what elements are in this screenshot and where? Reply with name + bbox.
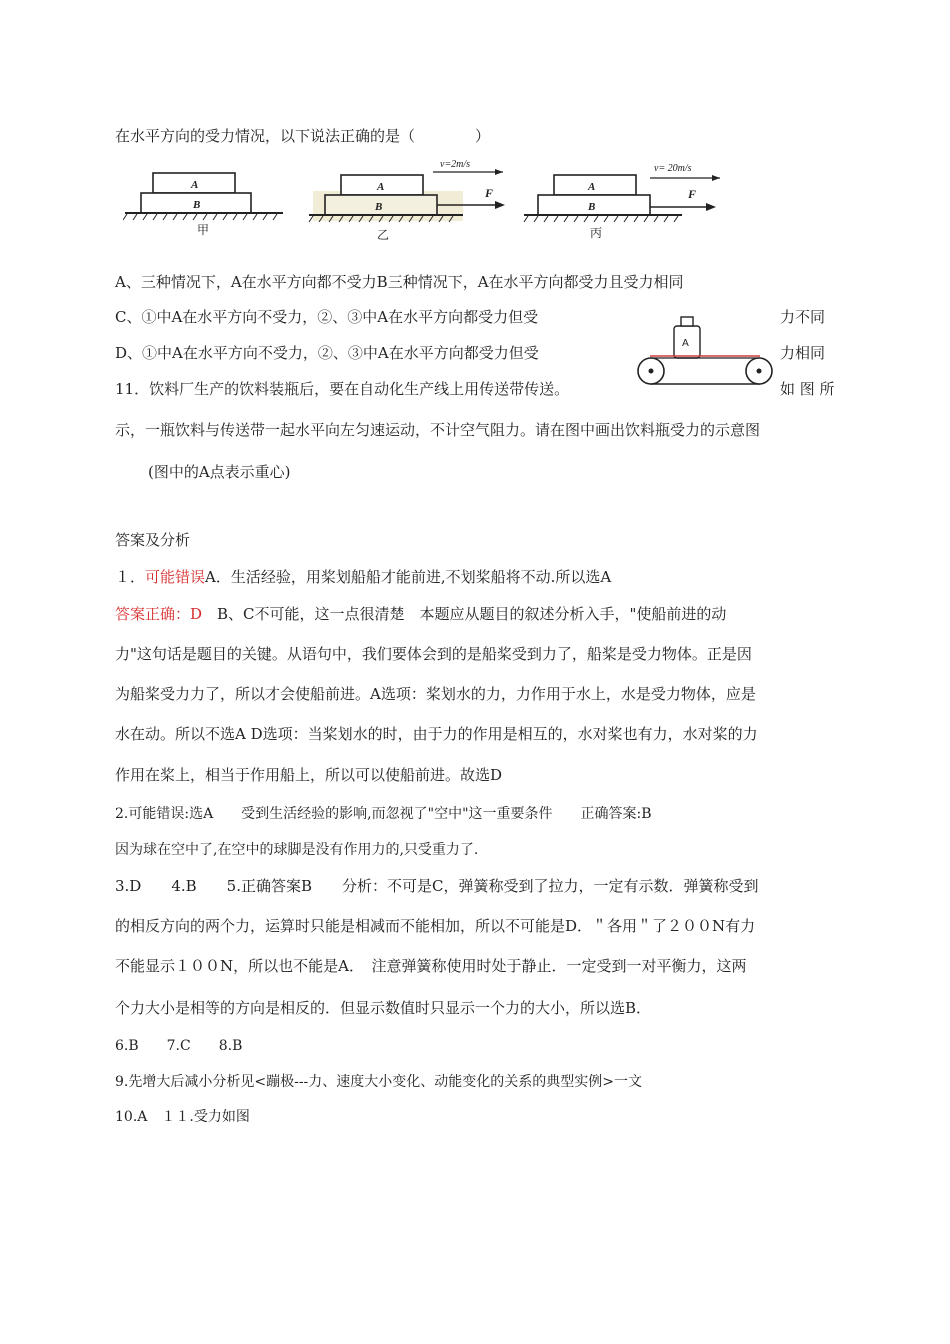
force-label: F (485, 186, 494, 200)
answer-6-8: 6.B 7.C 8.B (115, 1038, 243, 1054)
answer-1-line3: 力"这句话是题目的关键。从语句中，我们要体会到的是船桨受到力了，船桨是受力物体。正是因 (115, 645, 752, 663)
answer-1-analysis: B、C不可能，这一点很清楚 本题应从题目的叙述分析入手，"使船前进的动 (202, 605, 727, 623)
figure-yi (305, 155, 515, 245)
answer-1-correct-label: 答案正确：D (115, 605, 203, 623)
question-11-line3: (图中的A点表示重心) (148, 463, 291, 481)
figure-caption: 甲 (197, 223, 210, 237)
answer-10-11: 10.A １１.受力如图 (115, 1109, 250, 1125)
block-b-label: B (193, 199, 201, 211)
question-11-line1-end: 如 图 所 (780, 380, 835, 398)
force-label: F (688, 187, 697, 201)
velocity-label: v= 20m/s (654, 163, 692, 174)
velocity-label: v=2m/s (440, 159, 471, 170)
block-a-label: A (588, 181, 596, 193)
block-a-label: A (191, 179, 199, 191)
answer-3-line2: 的相反方向的两个力，运算时只能是相减而不能相加，所以不可能是D．＂各用＂了２００N有力 (115, 917, 756, 935)
option-a-b: A、三种情况下，A在水平方向都不受力B三种情况下，A在水平方向都受力且受力相同 (115, 273, 684, 291)
answer-1-line6: 作用在桨上，相当于作用船上，所以可以使船前进。故选D (115, 766, 503, 784)
figure-caption: 丙 (590, 226, 603, 240)
answer-1-line1 (115, 567, 611, 587)
block-a-label: A (377, 181, 385, 193)
answer-9: 9.先增大后减小分析见<蹦极---力、速度大小变化、动能变化的关系的典型实例>一文 (115, 1074, 643, 1090)
answer-1-line5: 水在动。所以不选A D选项：当桨划水的时，由于力的作用是相互的，水对桨也有力，水对桨的力 (115, 725, 758, 743)
block-b-label: B (588, 201, 596, 213)
figure-jia (123, 170, 293, 242)
question-11-line1: 11．饮料厂生产的饮料装瓶后，要在自动化生产线上用传送带传送。 (115, 380, 570, 398)
question-intro: 在水平方向的受力情况，以下说法正确的是（ ） (115, 127, 491, 145)
answers-heading: 答案及分析 (115, 531, 191, 549)
option-c: C、①中A在水平方向不受力，②、③中A在水平方向都受力但受 (115, 308, 539, 326)
figure-bing (522, 155, 732, 245)
conveyor-belt-figure (636, 310, 776, 392)
answer-3-line4: 个力大小是相等的方向是相反的．但显示数值时只显示一个力的大小，所以选B． (115, 999, 652, 1017)
bottle-label: A (682, 338, 689, 349)
answer-3-line1: 3.D 4.B 5.正确答案B 分析：不可是C，弹簧称受到了拉力，一定有示数．弹簧称受到 (115, 877, 759, 895)
question-11-line2: 示，一瓶饮料与传送带一起水平向左匀速运动，不计空气阻力。请在图中画出饮料瓶受力的示意图 (115, 421, 761, 439)
answer-3-line3: 不能显示１００N，所以也不能是A． 注意弹簧称使用时处于静止．一定受到一对平衡力，这两 (115, 957, 747, 975)
answer-1-error-label: 可能错误 (145, 568, 206, 586)
answer-1-line4: 为船桨受力力了，所以才会使船前进。A选项：桨划水的力，力作用于水上，水是受力物体，应是 (115, 685, 756, 703)
answer-2-line1: 2.可能错误:选A 受到生活经验的影响,而忽视了"空中"这一重要条件 正确答案:B (115, 806, 652, 822)
block-b-label: B (375, 201, 383, 213)
answer-2-line2: 因为球在空中了,在空中的球脚是没有作用力的,只受重力了. (115, 842, 479, 858)
option-d: D、①中A在水平方向不受力，②、③中A在水平方向都受力但受 (115, 344, 539, 362)
option-d-end: 力相同 (780, 344, 826, 362)
answer-1-error-text: A．生活经验，用桨划船船才能前进,不划桨船将不动.所以选A (205, 568, 612, 586)
answer-1-number: １． (115, 568, 146, 586)
option-c-end: 力不同 (780, 308, 826, 326)
figure-caption: 乙 (377, 228, 390, 242)
answer-1-line2 (115, 604, 726, 624)
